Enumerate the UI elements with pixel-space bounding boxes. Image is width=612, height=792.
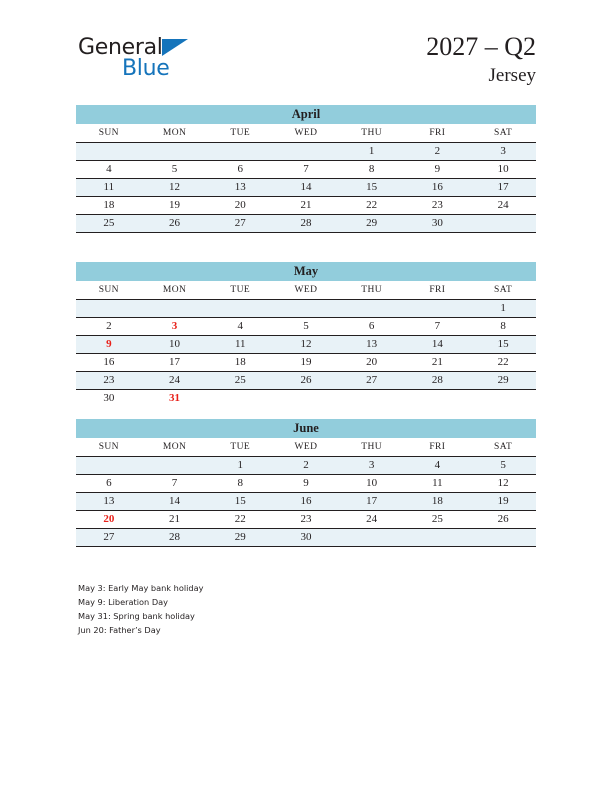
week-row: [76, 197, 536, 215]
day-cell[interactable]: 27: [76, 529, 142, 547]
day-cell[interactable]: 3: [142, 318, 208, 336]
day-cell-empty: [339, 529, 405, 547]
day-cell[interactable]: 5: [273, 318, 339, 336]
day-cell[interactable]: 29: [339, 215, 405, 233]
day-cell-empty: [76, 457, 142, 475]
day-cell[interactable]: 11: [207, 336, 273, 354]
day-cell[interactable]: 2: [273, 457, 339, 475]
weekday-mon: MON: [142, 281, 208, 300]
day-cell[interactable]: 13: [339, 336, 405, 354]
weekday-wed: WED: [273, 281, 339, 300]
day-cell[interactable]: 17: [470, 179, 536, 197]
day-cell[interactable]: 31: [142, 390, 208, 408]
day-cell-empty: [142, 457, 208, 475]
holiday-note: Jun 20: Father’s Day: [78, 625, 161, 635]
day-cell[interactable]: 18: [405, 493, 471, 511]
day-cell[interactable]: 7: [142, 475, 208, 493]
day-cell[interactable]: 16: [405, 179, 471, 197]
weekday-sat: SAT: [470, 281, 536, 300]
week-row: [76, 143, 536, 161]
month-header-row: [76, 262, 536, 281]
month-title: April: [291, 107, 321, 121]
weekday-fri: FRI: [405, 438, 471, 457]
day-cell-empty: [470, 215, 536, 233]
day-cell[interactable]: 18: [207, 354, 273, 372]
day-cell[interactable]: 12: [470, 475, 536, 493]
day-cell[interactable]: 10: [339, 475, 405, 493]
day-cell-empty: [405, 529, 471, 547]
holiday-notes: [78, 581, 478, 637]
day-cell[interactable]: 25: [76, 215, 142, 233]
day-cell[interactable]: 27: [207, 215, 273, 233]
day-cell[interactable]: 13: [207, 179, 273, 197]
day-cell[interactable]: 28: [405, 372, 471, 390]
day-cell[interactable]: 11: [76, 179, 142, 197]
week-row: [76, 457, 536, 475]
day-cell[interactable]: 23: [273, 511, 339, 529]
month-title: June: [293, 421, 319, 435]
week-row: [76, 529, 536, 547]
day-cell[interactable]: 17: [339, 493, 405, 511]
day-cell[interactable]: 28: [273, 215, 339, 233]
brand-logo[interactable]: [78, 36, 278, 86]
day-cell[interactable]: 1: [207, 457, 273, 475]
day-cell[interactable]: 15: [207, 493, 273, 511]
day-cell-empty: [339, 300, 405, 318]
day-cell[interactable]: 14: [405, 336, 471, 354]
weekday-thu: THU: [339, 438, 405, 457]
week-row: [76, 336, 536, 354]
day-cell[interactable]: 30: [405, 215, 471, 233]
day-cell-empty: [207, 390, 273, 408]
day-cell[interactable]: 29: [207, 529, 273, 547]
weekday-header-row: [76, 124, 536, 143]
weekday-tue: TUE: [207, 281, 273, 300]
weekday-sat: SAT: [470, 438, 536, 457]
day-cell[interactable]: 16: [273, 493, 339, 511]
day-cell[interactable]: 30: [76, 390, 142, 408]
weekday-sun: SUN: [76, 124, 142, 143]
day-cell[interactable]: 24: [470, 197, 536, 215]
day-cell[interactable]: 28: [142, 529, 208, 547]
day-cell[interactable]: 19: [470, 493, 536, 511]
day-cell-empty: [76, 300, 142, 318]
day-cell[interactable]: 12: [273, 336, 339, 354]
day-cell-empty: [405, 300, 471, 318]
day-cell[interactable]: 17: [142, 354, 208, 372]
day-cell[interactable]: 24: [339, 511, 405, 529]
day-cell[interactable]: 22: [339, 197, 405, 215]
weekday-thu: THU: [339, 124, 405, 143]
day-cell[interactable]: 6: [207, 161, 273, 179]
day-cell[interactable]: 20: [76, 511, 142, 529]
day-cell[interactable]: 8: [470, 318, 536, 336]
weekday-thu: THU: [339, 281, 405, 300]
day-cell[interactable]: 23: [405, 197, 471, 215]
weekday-fri: FRI: [405, 281, 471, 300]
day-cell-empty: [207, 300, 273, 318]
weekday-header-row: [76, 281, 536, 300]
day-cell[interactable]: 5: [142, 161, 208, 179]
day-cell[interactable]: 4: [76, 161, 142, 179]
day-cell-empty: [142, 143, 208, 161]
weekday-tue: TUE: [207, 124, 273, 143]
day-cell[interactable]: 25: [207, 372, 273, 390]
day-cell[interactable]: 4: [207, 318, 273, 336]
day-cell-empty: [273, 300, 339, 318]
day-cell[interactable]: 9: [405, 161, 471, 179]
day-cell[interactable]: 14: [142, 493, 208, 511]
day-cell[interactable]: 12: [142, 179, 208, 197]
day-cell[interactable]: 4: [405, 457, 471, 475]
day-cell[interactable]: 18: [76, 197, 142, 215]
day-cell[interactable]: 8: [207, 475, 273, 493]
day-cell[interactable]: 21: [273, 197, 339, 215]
day-cell[interactable]: 10: [142, 336, 208, 354]
day-cell-empty: [142, 300, 208, 318]
day-cell[interactable]: 7: [405, 318, 471, 336]
day-cell-empty: [470, 529, 536, 547]
day-cell[interactable]: 15: [339, 179, 405, 197]
day-cell[interactable]: 11: [405, 475, 471, 493]
day-cell[interactable]: 26: [273, 372, 339, 390]
day-cell[interactable]: 5: [470, 457, 536, 475]
day-cell[interactable]: 23: [76, 372, 142, 390]
week-row: [76, 300, 536, 318]
day-cell-empty: [470, 390, 536, 408]
week-row: [76, 354, 536, 372]
page-header: [0, 0, 612, 100]
holiday-note: May 9: Liberation Day: [78, 597, 169, 607]
day-cell[interactable]: 19: [273, 354, 339, 372]
day-cell[interactable]: 9: [76, 336, 142, 354]
day-cell[interactable]: 20: [339, 354, 405, 372]
day-cell[interactable]: 26: [470, 511, 536, 529]
week-row: [76, 493, 536, 511]
month-title: May: [293, 264, 319, 278]
week-row: [76, 372, 536, 390]
day-cell-empty: [273, 143, 339, 161]
weekday-mon: MON: [142, 438, 208, 457]
day-cell[interactable]: 16: [76, 354, 142, 372]
day-cell[interactable]: 3: [339, 457, 405, 475]
brand-name-general: General: [78, 35, 163, 60]
month-header-row: [76, 419, 536, 438]
day-cell[interactable]: 7: [273, 161, 339, 179]
calendar-month-june: [76, 419, 536, 547]
weekday-header-row: [76, 438, 536, 457]
day-cell[interactable]: 8: [339, 161, 405, 179]
day-cell[interactable]: 24: [142, 372, 208, 390]
day-cell[interactable]: 10: [470, 161, 536, 179]
day-cell[interactable]: 26: [142, 215, 208, 233]
day-cell[interactable]: 15: [470, 336, 536, 354]
day-cell[interactable]: 9: [273, 475, 339, 493]
week-row: [76, 179, 536, 197]
title-country: Jersey: [488, 65, 536, 86]
day-cell[interactable]: 22: [470, 354, 536, 372]
triangle-icon: [162, 39, 188, 56]
day-cell[interactable]: 6: [76, 475, 142, 493]
title-quarter: 2027 – Q2: [426, 32, 536, 61]
page-title: [426, 32, 536, 88]
day-cell[interactable]: 21: [405, 354, 471, 372]
holiday-note: May 3: Early May bank holiday: [78, 583, 204, 593]
day-cell[interactable]: 19: [142, 197, 208, 215]
day-cell[interactable]: 21: [142, 511, 208, 529]
month-header-row: [76, 105, 536, 124]
weekday-sat: SAT: [470, 124, 536, 143]
weekday-sun: SUN: [76, 438, 142, 457]
day-cell-empty: [76, 143, 142, 161]
day-cell[interactable]: 25: [405, 511, 471, 529]
day-cell-empty: [339, 390, 405, 408]
day-cell[interactable]: 1: [339, 143, 405, 161]
day-cell-empty: [405, 390, 471, 408]
weekday-fri: FRI: [405, 124, 471, 143]
day-cell[interactable]: 29: [470, 372, 536, 390]
day-cell[interactable]: 2: [405, 143, 471, 161]
day-cell[interactable]: 6: [339, 318, 405, 336]
day-cell-empty: [273, 390, 339, 408]
week-row: [76, 475, 536, 493]
week-row: [76, 161, 536, 179]
day-cell[interactable]: 3: [470, 143, 536, 161]
day-cell[interactable]: 1: [470, 300, 536, 318]
day-cell[interactable]: 30: [273, 529, 339, 547]
day-cell[interactable]: 13: [76, 493, 142, 511]
day-cell[interactable]: 2: [76, 318, 142, 336]
day-cell-empty: [207, 143, 273, 161]
day-cell[interactable]: 14: [273, 179, 339, 197]
weekday-tue: TUE: [207, 438, 273, 457]
calendar-month-may: [76, 262, 536, 407]
brand-name-blue: Blue: [122, 56, 170, 81]
calendar-month-april: [76, 105, 536, 233]
week-row: [76, 318, 536, 336]
week-row: [76, 215, 536, 233]
weekday-mon: MON: [142, 124, 208, 143]
week-row: [76, 511, 536, 529]
holiday-note: May 31: Spring bank holiday: [78, 611, 195, 621]
weekday-sun: SUN: [76, 281, 142, 300]
day-cell[interactable]: 22: [207, 511, 273, 529]
day-cell[interactable]: 20: [207, 197, 273, 215]
day-cell[interactable]: 27: [339, 372, 405, 390]
weekday-wed: WED: [273, 124, 339, 143]
weekday-wed: WED: [273, 438, 339, 457]
week-row: [76, 390, 536, 408]
